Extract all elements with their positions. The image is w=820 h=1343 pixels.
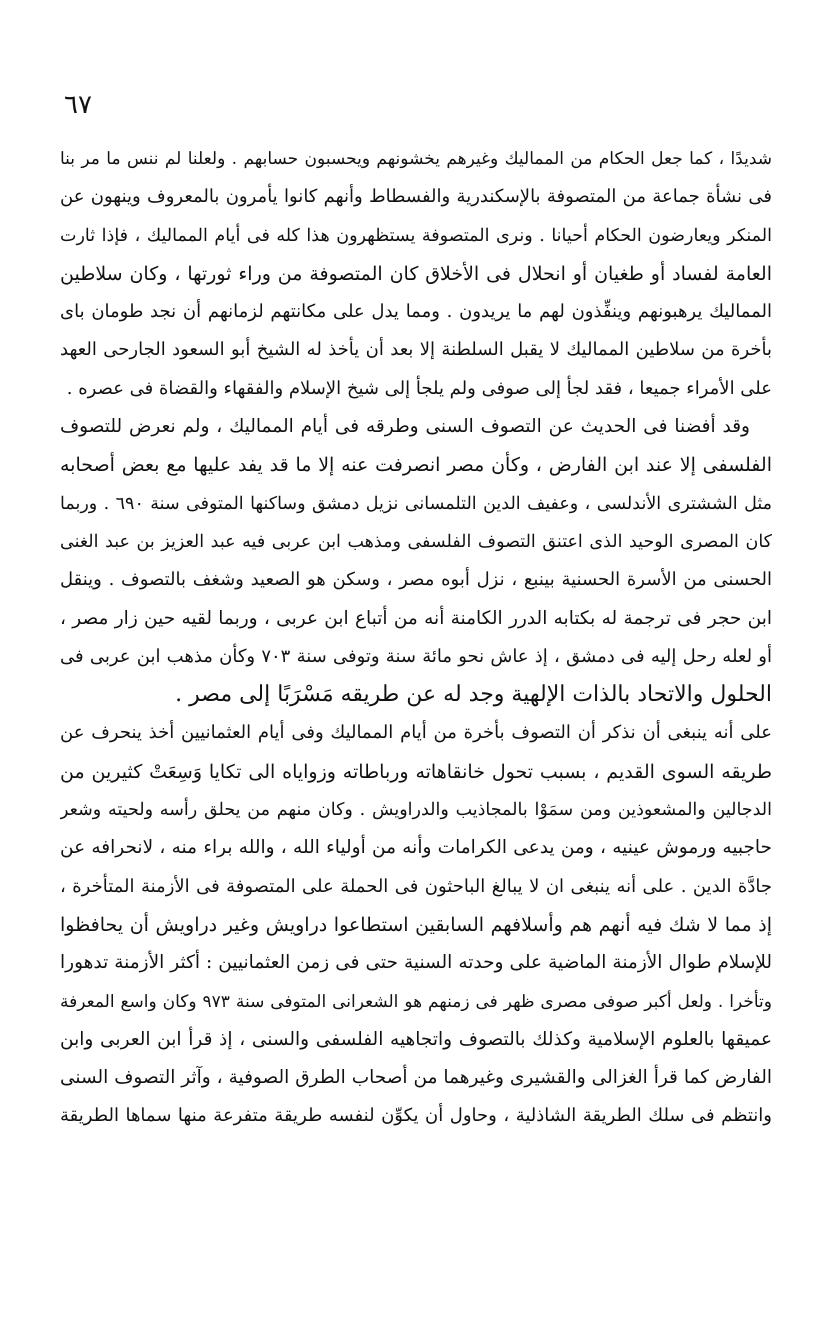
text-line: فى نشأة جماعة من المتصوفة بالإسكندرية والفسطاط وأنهم كانوا يأمرون بالمعروف وينهون عن: [60, 186, 772, 208]
text-line: ابن حجر فى ترجمة له بكتابه الدرر الكامنة أنه من أتباع ابن عربى ، وربما لقيه حين زار مصر ،: [60, 607, 772, 629]
text-line: الفلسفى إلا عند ابن الفارض ، وكأن مصر انصرفت عنه إلا ما قد يفد عليها مع بعض أصحابه: [60, 454, 772, 477]
text-line: المنكر ويعارضون الحكام أحيانا . ونرى المتصوفة يستظهرون هذا كله فى أيام المماليك ، فإذا ثارت: [60, 225, 772, 246]
text-line: وانتظم فى سلك الطريقة الشاذلية ، وحاول أن يكوِّن لنفسه طريقة متفرعة منها سماها الطريقة: [60, 1105, 772, 1127]
text-line: الفارض كما قرأ الغزالى والقشيرى وغيرهما من أصحاب الطرق الصوفية ، وآثر التصوف السنى: [60, 1067, 772, 1089]
text-line: على الأمراء جميعا ، فقد لجأ إلى صوفى ولم يلجأ إلى شيخ الإسلام والفقهاء والقضاة فى عصره .: [66, 377, 772, 399]
text-line: كان المصرى الوحيد الذى اعتنق التصوف الفلسفى ومذهب ابن عربى فيه عبد العزيز بن عبد الغنى: [60, 531, 772, 552]
text-line: العامة لفساد أو طغيان أو انحلال فى الأخلاق كان المتصوفة من وراء ثورتها ، وكان سلاطين: [60, 262, 772, 285]
page-number: ٦٧: [64, 90, 92, 120]
text-line: جادَّة الدين . على أنه ينبغى ان لا يبالغ الباحثون فى الحملة على المتصوفة فى الأزمنة المتأخرة ،: [60, 875, 772, 897]
text-line: حاجبيه ورموش عينيه ، ومن يدعى الكرامات وأنه من أولياء الله ، والله براء منه ، لانحرافه عن: [60, 837, 772, 859]
text-line: بأخرة من سلاطين المماليك لا يقبل السلطنة إلا بعد أن يأخذ له الشيخ أبو السعود الجارحى العهد: [60, 339, 772, 361]
text-line: مثل الششترى الأندلسى ، وعفيف الدين التلمسانى نزيل دمشق وساكنها المتوفى سنة ٦٩٠ . وربما: [60, 493, 772, 514]
text-line: أو لعله رحل إليه فى دمشق ، إذ عاش نحو مائة سنة وتوفى سنة ٧٠٣ وكأن مذهب ابن عربى فى: [60, 645, 772, 667]
text-line: على أنه ينبغى أن نذكر أن التصوف بأخرة من أيام المماليك وفى أيام العثمانيين أخذ ينحرف عن: [60, 722, 772, 744]
text-line: إذ مما لا شك فيه أنهم هم وأسلافهم السابقين استطاعوا دراويش وغير دراويش أن يحافظوا: [60, 913, 772, 936]
text-line: وقد أفضنا فى الحديث عن التصوف السنى وطرقه فى أيام المماليك ، ولم نعرض للتصوف: [60, 416, 750, 438]
text-line: وتأخرا . ولعل أكبر صوفى مصرى ظهر فى زمنهم هو الشعرانى المتوفى سنة ٩٧٣ وكان واسع المعرفة: [60, 991, 772, 1012]
text-line: عميقها بالعلوم الإسلامية وكذلك بالتصوف واتجاهيه الفلسفى والسنى ، إذ قرأ ابن العربى وابن: [60, 1028, 772, 1050]
body-text: [60, 140, 772, 1136]
text-line: الحلول والاتحاد بالذات الإلهية وجد له عن طريقه مَسْرَبًا إلى مصر .: [175, 682, 772, 708]
text-line: طريقه السوى القديم ، بسبب تحول خانقاهاته ورباطاته وزواياه الى تكايا وَسِعَتْ كثيرين من: [60, 760, 772, 783]
text-line: للإسلام طوال الأزمنة الماضية على وحدته السنية حتى فى زمن العثمانيين : أكثر الأزمنة تدهورا: [60, 952, 772, 974]
text-line: الحسنى من الأسرة الحسنية بينبع ، نزل أبوه مصر ، وسكن هو الصعيد وشغف بالتصوف . وينقل: [60, 569, 772, 591]
text-line: شديدًا ، كما جعل الحكام من المماليك وغيرهم يخشونهم ويحسبون حسابهم . ولعلنا لم ننس ما مر بنا: [60, 149, 772, 169]
text-line: الدجالين والمشعوذين ومن سمَوْا بالمجاذيب والدراويش . وكان منهم من يحلق رأسه ولحيته وشعر: [60, 800, 772, 821]
text-line: المماليك يرهبونهم وينفِّذون لهم ما يريدون . ومما يدل على مكانتهم لزمانهم أن نجد طومان باى: [60, 301, 772, 323]
